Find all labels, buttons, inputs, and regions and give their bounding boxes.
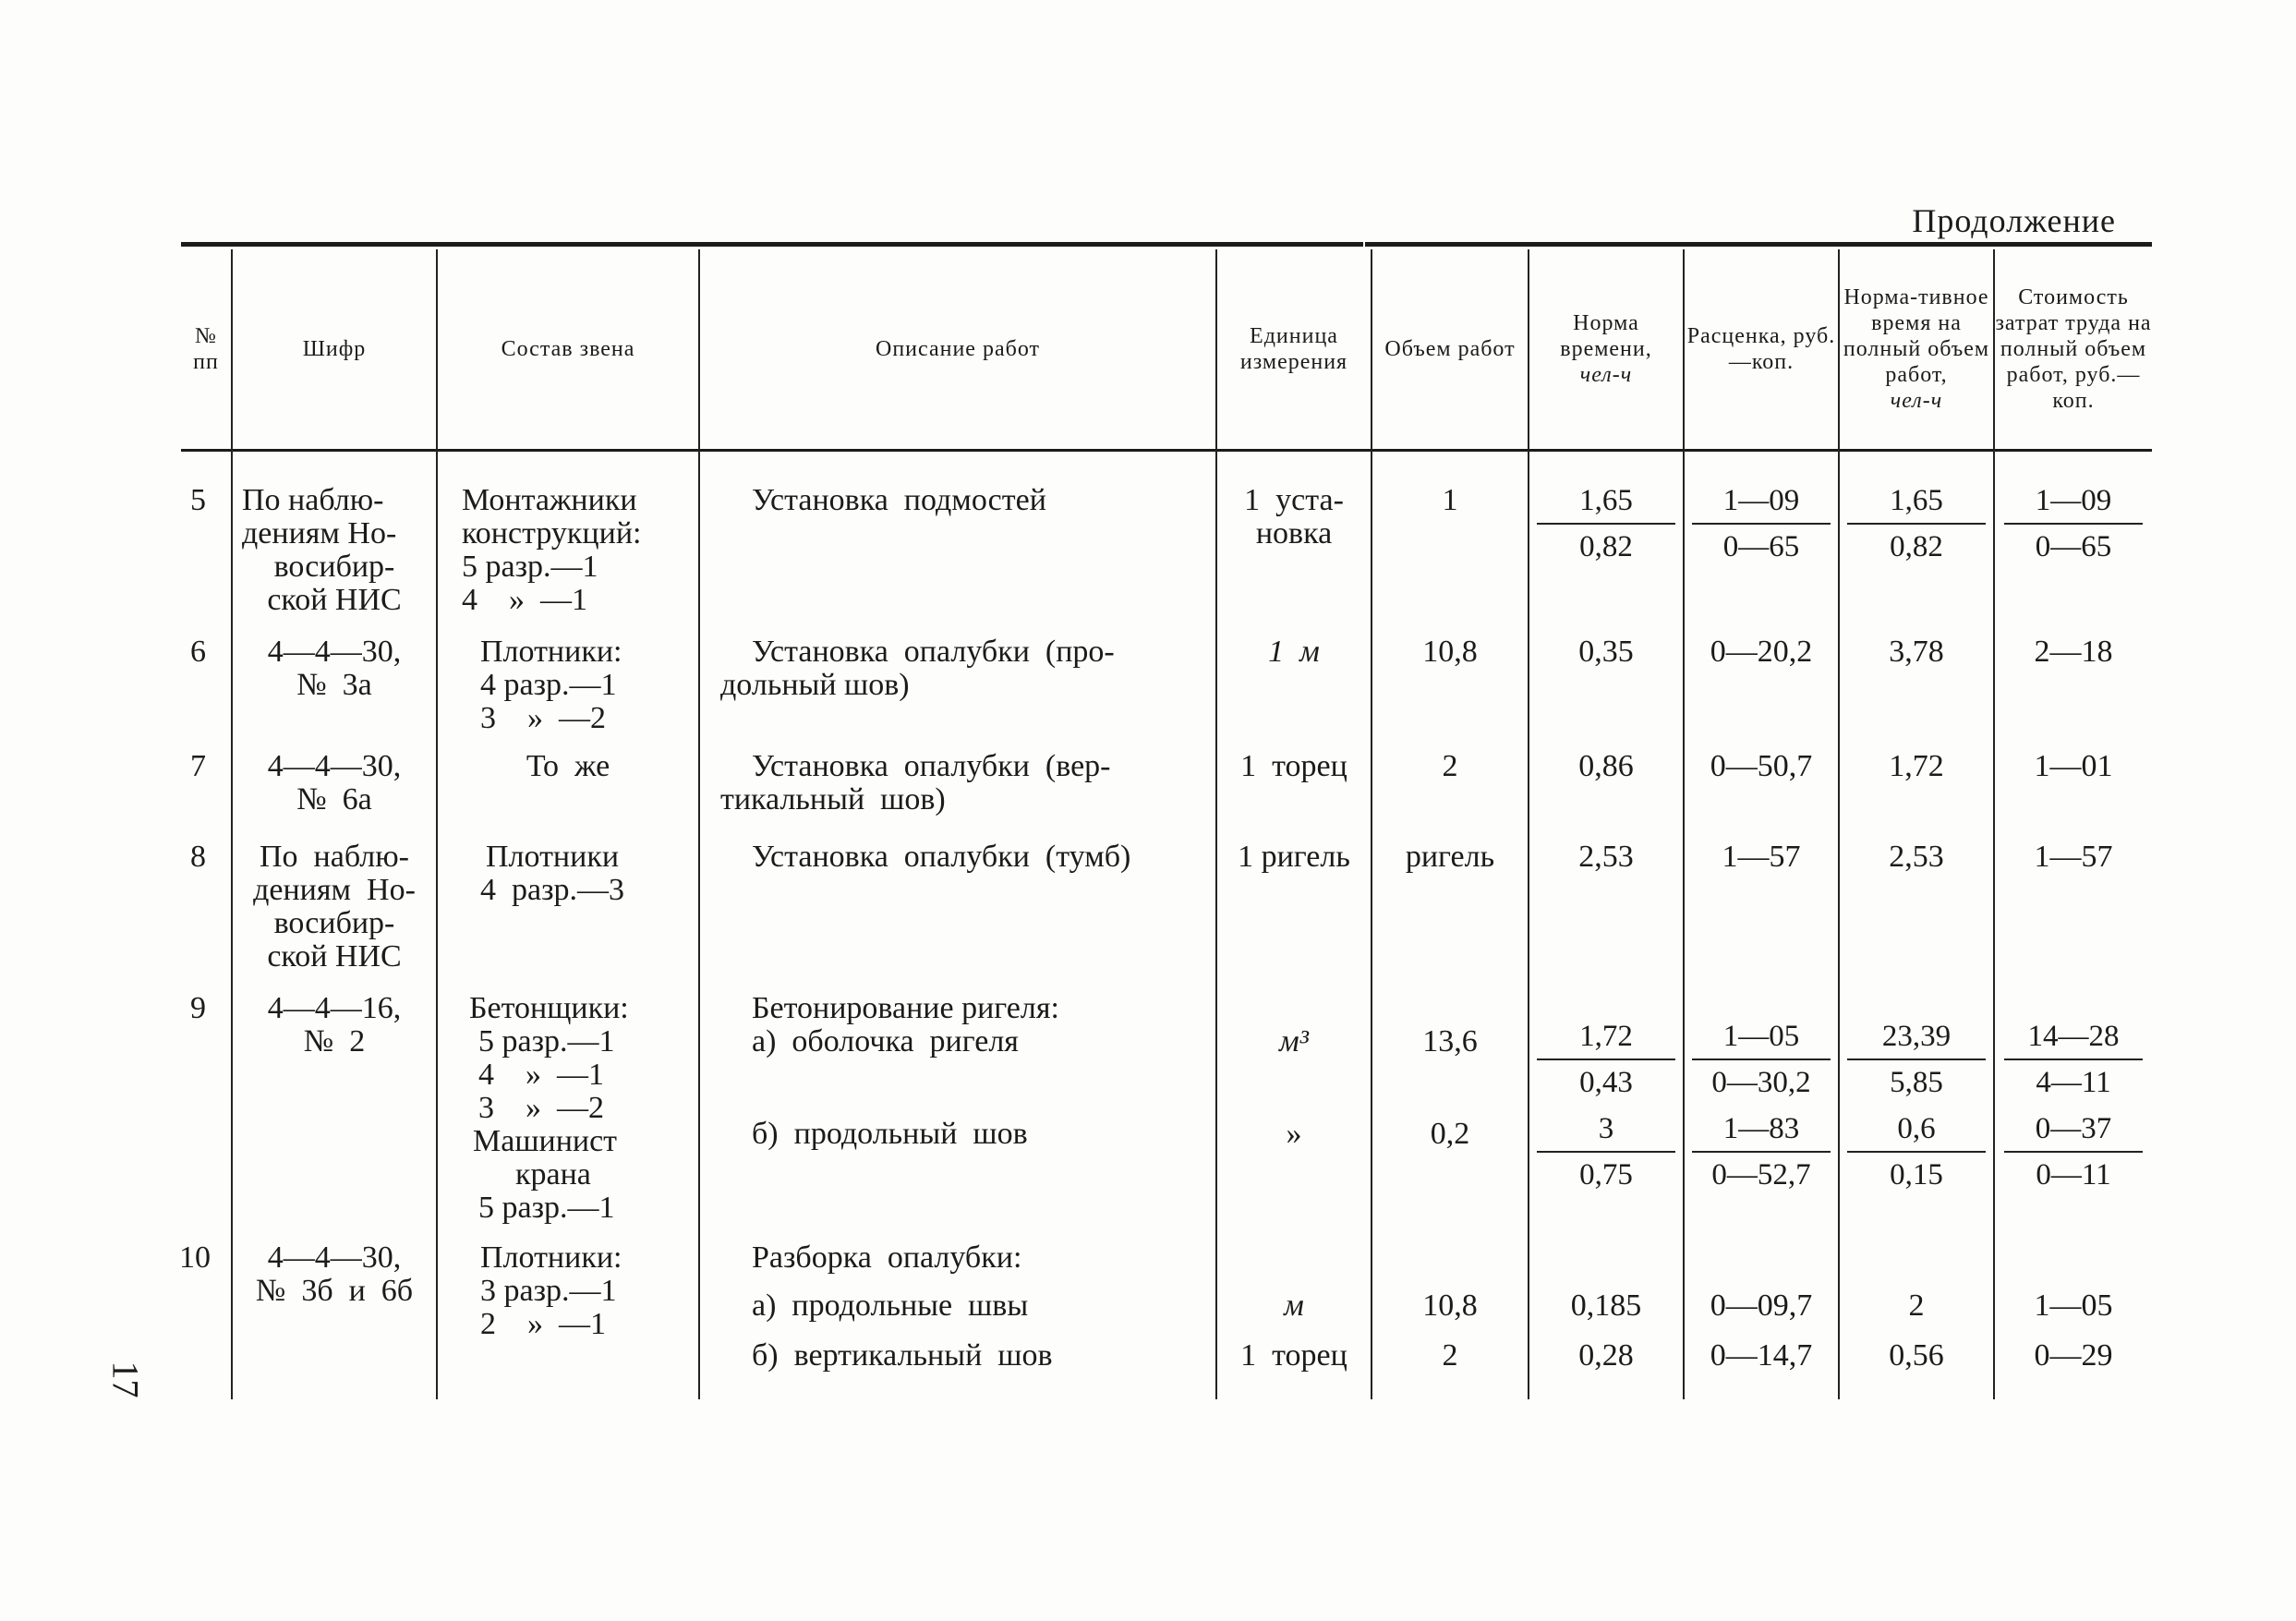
row-norm: 0,35 xyxy=(1578,635,1634,669)
table-top-rule-right xyxy=(1365,242,2152,247)
row-std-time-fraction: 1,65 0,82 xyxy=(1847,484,1986,563)
row-sub-rate: 0—14,7 xyxy=(1710,1338,1813,1373)
header-num: № пп xyxy=(193,323,219,374)
row-code: 4—4—30, № 6а xyxy=(267,749,402,817)
row-sub-unit: м³ xyxy=(1279,1024,1309,1058)
row-crew: Монтажники конструкций: 5 разр.—1 4 » —1 xyxy=(462,483,642,617)
row-sub-unit: м xyxy=(1284,1288,1304,1323)
row-num: 7 xyxy=(190,749,206,783)
header-volume: Объем работ xyxy=(1384,336,1516,361)
row-volume: ригель xyxy=(1405,840,1495,874)
row-num: 9 xyxy=(190,991,206,1025)
row-crew: Плотники 4 разр.—3 xyxy=(480,840,625,907)
row-num: 5 xyxy=(190,483,206,517)
row-rate: 1—57 xyxy=(1722,840,1801,874)
row-sub-desc: а) оболочка ригеля xyxy=(752,1024,1019,1058)
row-cost-fraction: 1—09 0—65 xyxy=(2004,484,2143,563)
row-sub-volume: 2 xyxy=(1442,1338,1458,1373)
row-sub-std-time-fraction: 23,39 5,85 xyxy=(1847,1020,1986,1099)
header-std-time: Норма-тивное время на полный объем работ, чел-ч xyxy=(1843,284,1990,413)
row-sub-std-time: 2 xyxy=(1908,1288,1925,1323)
row-sub-volume: 0,2 xyxy=(1430,1117,1470,1151)
row-num: 8 xyxy=(190,840,206,874)
continuation-label: Продолжение xyxy=(1912,202,2116,239)
row-code: 4—4—30, № 3б и 6б xyxy=(255,1240,414,1308)
row-std-time: 2,53 xyxy=(1889,840,1944,874)
row-desc-title: Бетонирование ригеля: xyxy=(752,991,1059,1025)
row-unit: 1 ригель xyxy=(1238,840,1350,874)
row-rate-fraction: 1—09 0—65 xyxy=(1692,484,1831,563)
row-rate: 0—50,7 xyxy=(1710,749,1813,783)
header-unit: Единица измерения xyxy=(1239,323,1348,374)
row-crew: Плотники: 4 разр.—1 3 » —2 xyxy=(480,635,622,735)
row-desc: Установка опалубки (про- дольный шов) xyxy=(720,635,1115,702)
row-code: 4—4—30, № 3а xyxy=(267,635,402,702)
row-std-time: 3,78 xyxy=(1889,635,1944,669)
row-unit: 1 торец xyxy=(1240,749,1347,783)
row-sub-volume: 13,6 xyxy=(1422,1024,1478,1058)
row-unit: 1 м xyxy=(1268,635,1320,669)
row-volume: 10,8 xyxy=(1422,635,1478,669)
row-sub-rate-fraction: 1—05 0—30,2 xyxy=(1692,1020,1831,1099)
row-sub-rate-fraction: 1—83 0—52,7 xyxy=(1692,1112,1831,1192)
row-norm-fraction: 1,65 0,82 xyxy=(1537,484,1675,563)
row-sub-norm: 0,185 xyxy=(1570,1288,1642,1323)
header-rate: Расценка, руб.—коп. xyxy=(1686,323,1836,374)
row-desc: Установка подмостей xyxy=(752,483,1046,517)
row-sub-std-time-fraction: 0,6 0,15 xyxy=(1847,1112,1986,1192)
row-norm: 0,86 xyxy=(1578,749,1634,783)
row-std-time: 1,72 xyxy=(1889,749,1944,783)
row-desc: Установка опалубки (тумб) xyxy=(752,840,1131,874)
row-code: По наблю- дениям Но- восибир- ской НИС xyxy=(242,483,402,617)
row-num: 6 xyxy=(190,635,206,669)
row-cost: 1—57 xyxy=(2034,840,2113,874)
table-top-rule xyxy=(181,242,1363,247)
row-code: 4—4—16, № 2 xyxy=(267,991,402,1058)
row-sub-norm-fraction: 3 0,75 xyxy=(1537,1112,1675,1192)
row-sub-volume: 10,8 xyxy=(1422,1288,1478,1323)
row-desc-title: Разборка опалубки: xyxy=(752,1240,1022,1275)
row-sub-cost-fraction: 14—28 4—11 xyxy=(2004,1020,2143,1099)
row-sub-desc: б) продольный шов xyxy=(752,1117,1028,1151)
row-rate: 0—20,2 xyxy=(1710,635,1813,669)
row-sub-std-time: 0,56 xyxy=(1889,1338,1944,1373)
header-norm: Норма времени, чел-ч xyxy=(1560,310,1652,387)
row-sub-desc: б) вертикальный шов xyxy=(752,1338,1053,1373)
row-crew: Плотники: 3 разр.—1 2 » —1 xyxy=(480,1240,622,1341)
row-sub-cost: 1—05 xyxy=(2034,1288,2113,1323)
row-cost: 2—18 xyxy=(2034,635,2113,669)
row-sub-rate: 0—09,7 xyxy=(1710,1288,1813,1323)
row-sub-cost: 0—29 xyxy=(2034,1338,2113,1373)
row-cost: 1—01 xyxy=(2034,749,2113,783)
row-crew: Бетонщики: 5 разр.—1 4 » —1 3 » —2 Машинист крана 5 разр.—1 xyxy=(469,991,629,1225)
header-crew: Состав звена xyxy=(501,336,635,361)
row-norm: 2,53 xyxy=(1578,840,1634,874)
row-sub-norm-fraction: 1,72 0,43 xyxy=(1537,1020,1675,1099)
row-sub-desc: а) продольные швы xyxy=(752,1288,1029,1323)
page-number: 17 xyxy=(104,1361,147,1398)
header-cost: Стоимость затрат труда на полный объем работ, руб.—коп. xyxy=(1995,284,2152,413)
row-sub-norm: 0,28 xyxy=(1578,1338,1634,1373)
row-code: По наблю- дениям Но- восибир- ской НИС xyxy=(253,840,416,974)
header-code: Шифр xyxy=(302,336,367,361)
header-desc: Описание работ xyxy=(876,336,1040,361)
header-bottom-rule xyxy=(181,449,2152,452)
row-volume: 1 xyxy=(1442,483,1458,517)
row-num: 10 xyxy=(179,1240,211,1275)
row-volume: 2 xyxy=(1442,749,1458,783)
row-crew: То же xyxy=(526,749,610,783)
row-desc: Установка опалубки (вер- тикальный шов) xyxy=(720,749,1111,817)
row-sub-cost-fraction: 0—37 0—11 xyxy=(2004,1112,2143,1192)
row-unit: 1 уста- новка xyxy=(1244,483,1344,550)
row-sub-unit: 1 торец xyxy=(1240,1338,1347,1373)
row-sub-unit: » xyxy=(1286,1117,1302,1151)
